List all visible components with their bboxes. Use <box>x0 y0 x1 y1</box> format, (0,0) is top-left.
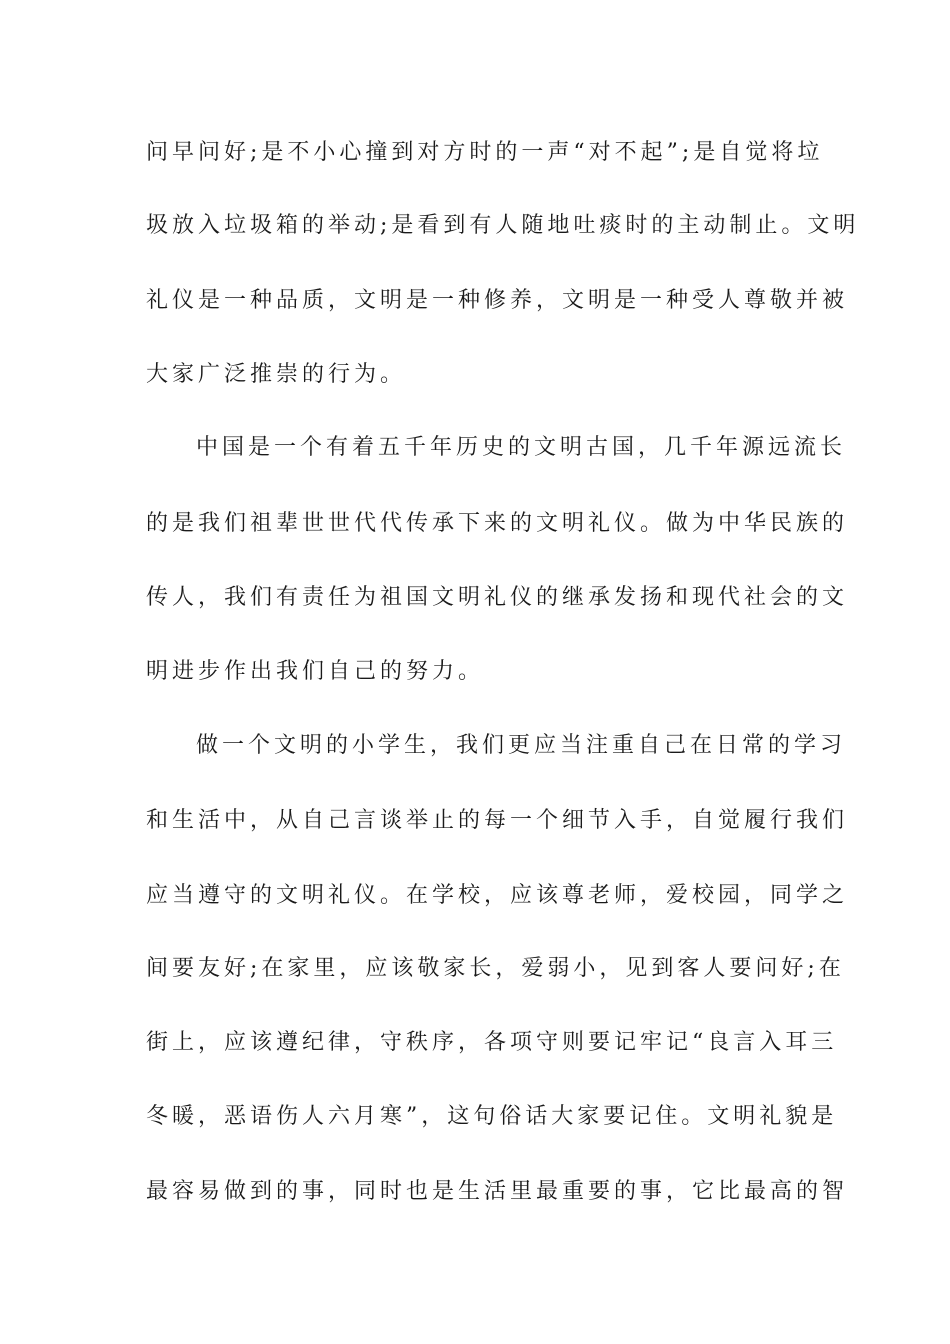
paragraph-3-line-5: 街上，应该遵纪律，守秩序，各项守则要记牢记“良言入耳三 <box>146 1030 838 1055</box>
paragraph-3-line-1: 做一个文明的小学生，我们更应当注重自己在日常的学习 <box>196 733 847 758</box>
paragraph-2-line-3: 传人，我们有责任为祖国文明礼仪的继承发扬和现代社会的文 <box>146 585 849 610</box>
paragraph-3-line-2: 和生活中，从自己言谈举止的每一个细节入手，自觉履行我们 <box>146 808 849 833</box>
paragraph-2-line-2: 的是我们祖辈世世代代传承下来的文明礼仪。做为中华民族的 <box>146 511 849 536</box>
paragraph-3-line-3: 应当遵守的文明礼仪。在学校，应该尊老师，爱校园，同学之 <box>146 883 849 908</box>
paragraph-1-line-4: 大家广泛推崇的行为。 <box>146 362 407 387</box>
paragraph-2-line-1: 中国是一个有着五千年历史的文明古国，几千年源远流长 <box>196 435 847 460</box>
paragraph-1-line-3: 礼仪是一种品质，文明是一种修养，文明是一种受人尊敬并被 <box>146 288 849 313</box>
paragraph-3-line-6: 冬暖，恶语伤人六月寒”，这句俗话大家要记住。文明礼貌是 <box>146 1104 838 1129</box>
paragraph-2-line-4: 明进步作出我们自己的努力。 <box>146 659 485 684</box>
paragraph-3-line-7: 最容易做到的事，同时也是生活里最重要的事，它比最高的智 <box>146 1179 849 1204</box>
paragraph-3-line-4: 间要友好;在家里，应该敬家长，爱弱小，见到客人要问好;在 <box>146 956 845 981</box>
paragraph-1-line-1: 问早问好;是不小心撞到对方时的一声“对不起”;是自觉将垃 <box>146 140 824 165</box>
paragraph-1-line-2: 圾放入垃圾箱的举动;是看到有人随地吐痰时的主动制止。文明 <box>146 213 860 238</box>
